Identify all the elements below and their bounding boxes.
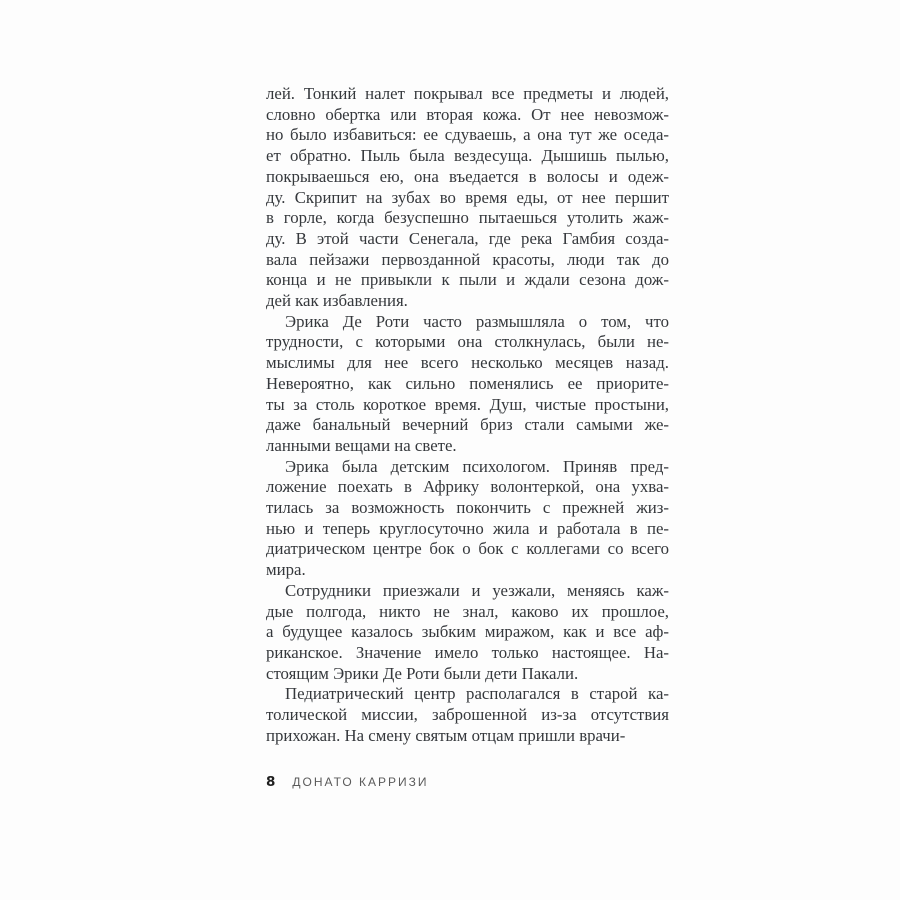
text-line: ду. Скрипит на зубах во время еды, от нее першит [266, 187, 669, 207]
text-line: дые полгода, никто не знал, каково их прошлое, [266, 601, 669, 621]
text-line: трудности, с которыми она столкнулась, были не- [266, 332, 669, 352]
text-line: ты за столь короткое время. Душ, чистые простыни, [266, 394, 669, 414]
text-line: мира. [266, 560, 306, 580]
text-line: диатрическом центре бок о бок с коллегами со всего [266, 539, 669, 559]
text-line: мыслимы для нее всего несколько месяцев назад. [266, 353, 669, 373]
text-line: Невероятно, как сильно поменялись ее приорите- [266, 373, 669, 393]
text-line: ложение поехать в Африку волонтеркой, она ухва- [266, 477, 669, 497]
paragraph [266, 581, 669, 685]
text-line: Сотрудники приезжали и уезжали, меняясь каж- [285, 580, 669, 600]
text-line: конца и не привыкли к пыли и ждали сезона дож- [266, 270, 669, 290]
text-line: дей как избавления. [266, 291, 408, 311]
paragraph [266, 457, 669, 581]
text-line: Эрика была детским психологом. Приняв пред- [285, 456, 669, 476]
text-line: а будущее казалось зыбким миражом, как и все аф- [266, 622, 669, 642]
running-title: ДОНАТО КАРРИЗИ [292, 775, 429, 789]
text-line: стоящим Эрики Де Роти были дети Пакали. [266, 663, 579, 683]
text-line: тилась за возможность покончить с прежней жиз- [266, 498, 669, 518]
paragraph [266, 684, 669, 746]
text-line: риканское. Значение имело только настоящее. На- [266, 642, 669, 662]
page-footer [266, 774, 429, 790]
text-line: ет обратно. Пыль была вездесуща. Дышишь пылью, [266, 146, 669, 166]
text-line: толической миссии, заброшенной из-за отсутствия [266, 705, 669, 725]
text-line: ланными вещами на свете. [266, 435, 457, 455]
text-line: прихожан. На смену святым отцам пришли врачи- [266, 725, 626, 745]
text-line: но было избавиться: ее сдуваешь, а она тут же оседа- [266, 125, 669, 145]
paragraph [266, 312, 669, 457]
book-page-text [266, 84, 669, 747]
paragraph [266, 84, 669, 312]
text-line: ду. В этой части Сенегала, где река Гамбия созда- [266, 228, 669, 248]
text-line: словно обертка или вторая кожа. От нее невозмож- [266, 104, 669, 124]
text-line: вала пейзажи первозданной красоты, люди так до [266, 249, 669, 269]
text-line: покрываешься ею, она въедается в волосы и одеж- [266, 166, 669, 186]
text-line: нью и теперь круглосуточно жила и работала в пе- [266, 518, 669, 538]
text-line: Педиатрический центр располагался в старой ка- [285, 684, 669, 704]
text-line: даже банальный вечерний бриз стали самыми же- [266, 415, 669, 435]
text-line: в горле, когда безуспешно пытаешься утолить жаж- [266, 208, 669, 228]
text-line: Эрика Де Роти часто размышляла о том, что [285, 311, 669, 331]
text-line: лей. Тонкий налет покрывал все предметы и людей, [266, 84, 669, 103]
page-number: 8 [266, 774, 276, 790]
